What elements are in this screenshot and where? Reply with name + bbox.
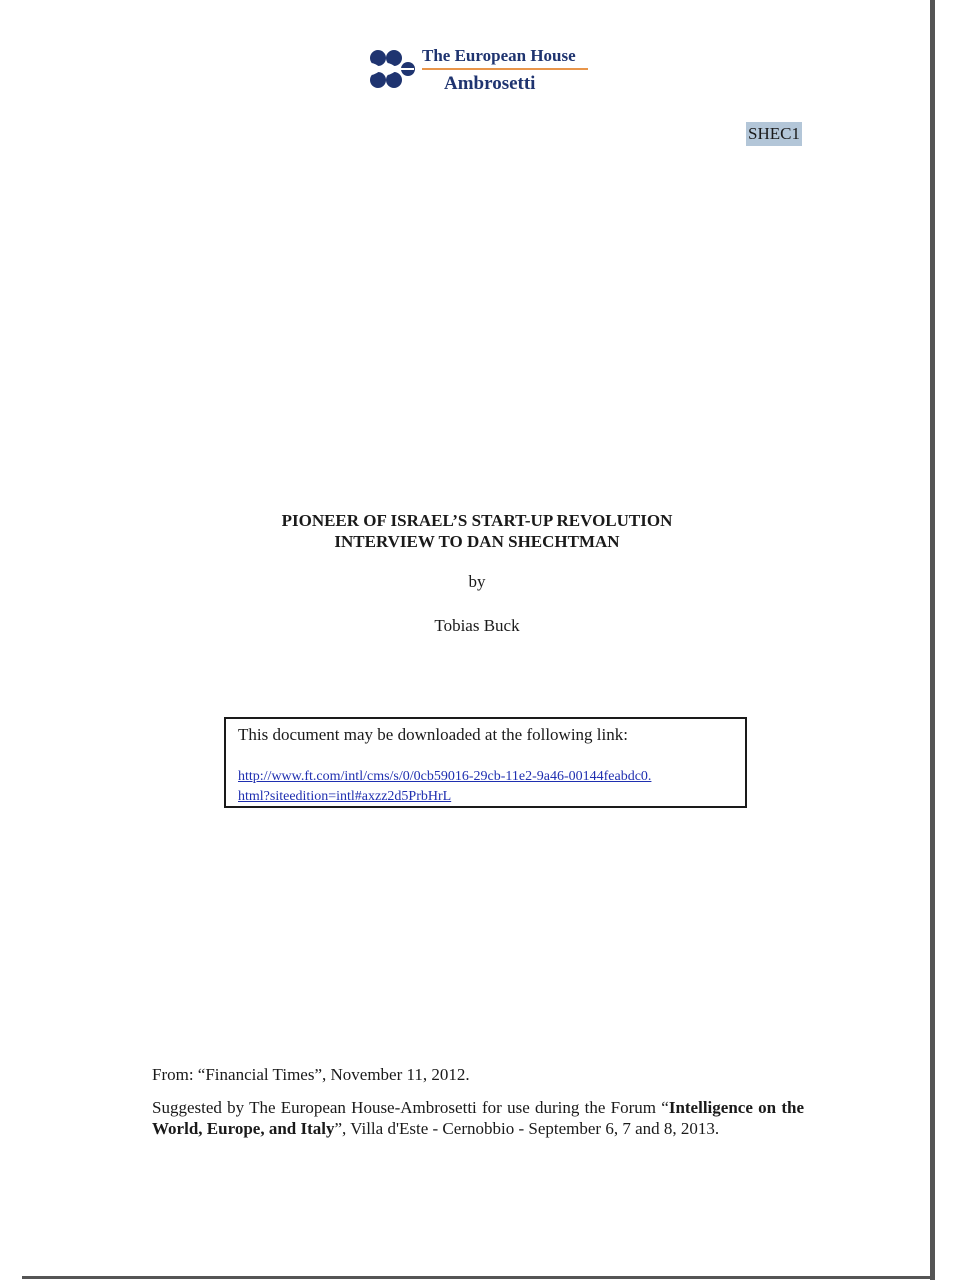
- download-link[interactable]: http://www.ft.com/intl/cms/s/0/0cb59016-29cb-11e2-9a46-00144feabdc0.html?siteedition=intl#axzz2d5PrbHrL: [238, 769, 652, 804]
- ambrosetti-logo-icon: [368, 48, 416, 92]
- logo-divider: [422, 68, 588, 70]
- source-line: From: “Financial Times”, November 11, 2012.: [152, 1065, 470, 1084]
- download-intro-text: This document may be downloaded at the following link:: [238, 725, 628, 744]
- suggested-prefix: Suggested by The European House-Ambrosetti for use during the Forum “: [152, 1098, 669, 1117]
- title-line-2: INTERVIEW TO DAN SHECHTMAN: [334, 532, 620, 551]
- logo-text-line2: Ambrosetti: [444, 73, 536, 94]
- byline: by: [468, 572, 486, 591]
- logo-text-line1: The European House: [422, 46, 576, 65]
- document-title: [180, 510, 774, 552]
- forum-name: Intelligence on the World, Europe, and Italy: [152, 1098, 804, 1138]
- download-link-box: [224, 717, 747, 808]
- suggested-note: [152, 1097, 804, 1139]
- suggested-suffix: ”, Villa d'Este - Cernobbio - September 6, 7 and 8, 2013.: [334, 1119, 720, 1138]
- header-logo: [368, 44, 592, 98]
- page-edge-right: [930, 0, 935, 1280]
- title-line-1: PIONEER OF ISRAEL’S START-UP REVOLUTION: [281, 511, 673, 530]
- page-edge-bottom: [22, 1276, 935, 1279]
- author-name: Tobias Buck: [434, 616, 520, 635]
- document-code: SHEC1: [746, 122, 802, 146]
